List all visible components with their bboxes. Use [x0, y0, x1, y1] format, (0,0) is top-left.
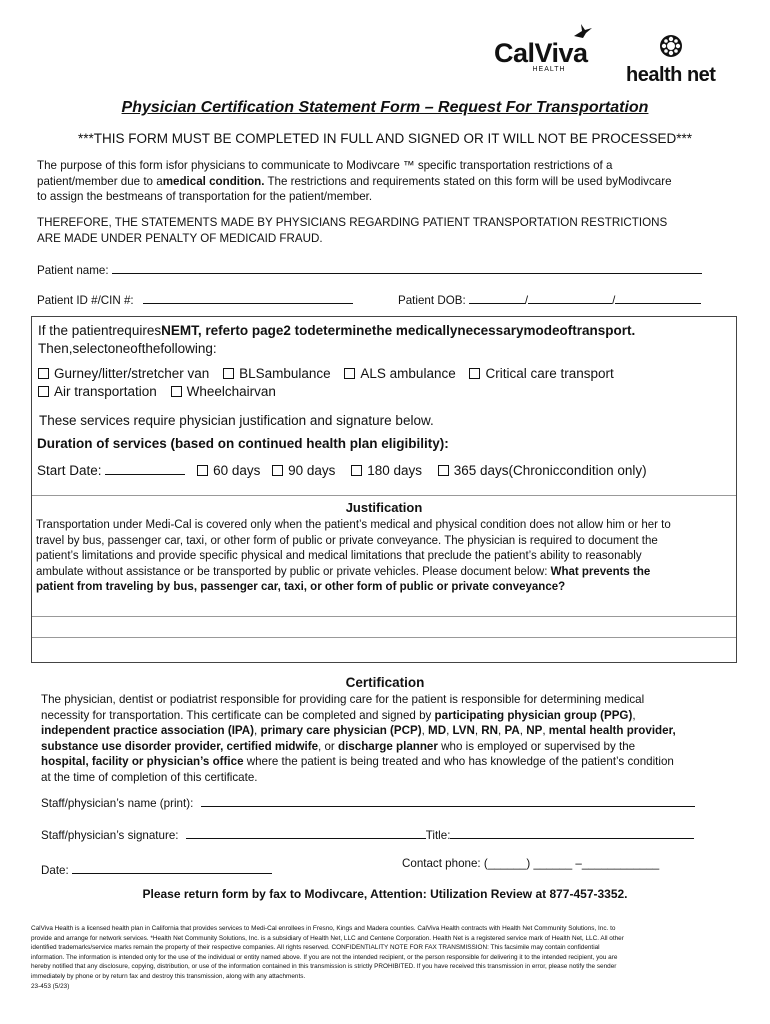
justification-line-1[interactable]	[32, 616, 736, 617]
penalty-line-2: ARE MADE UNDER PENALTY OF MEDICAID FRAUD.	[37, 231, 323, 245]
start-date-field[interactable]	[105, 462, 185, 475]
page-title: Physician Certification Statement Form – Request For Transportation	[121, 99, 649, 116]
penalty-paragraph	[37, 215, 737, 246]
intro-line-2: patient/member due to amedical condition. The restrictions and requirements stated on this form will be used byModivcare	[37, 174, 672, 188]
certification-title: Certification	[345, 675, 425, 690]
calviva-logo	[494, 40, 588, 73]
duration-90[interactable]: 90 days	[272, 463, 335, 478]
patient-name-row	[37, 261, 717, 277]
option-bls[interactable]: BLSambulance	[223, 366, 331, 381]
calviva-wordmark: CalViva	[494, 38, 588, 68]
staff-name-row	[41, 794, 695, 810]
title-field[interactable]	[450, 826, 694, 839]
staff-name-label: Staff/physician’s name (print):	[41, 797, 194, 810]
duration-60[interactable]: 60 days	[197, 463, 260, 478]
staff-name-field[interactable]	[201, 794, 695, 807]
duration-60-checkbox[interactable]	[197, 465, 208, 476]
staff-signature-field[interactable]	[186, 826, 426, 839]
footer-disclaimer: CalViva Health is a licensed health plan in California that provides services to Medi-Cal enrollees in Fresno, Kings and Madera counties. CalViva Health contracts with Health Net Community Solutions, Inc. to provide and arrange for network services. *Health Net Community Solutions, Inc. is a subsidiary of Health Net, LLC and Centene Corporation. Health Net is a registered service mark of Health Net, LLC. All other identified trademarks/service marks remain the property of their respective companies. All rights reserved. CONFIDENTIALITY NOTE FOR FAX TRANSMISSION: This facsimile may contain confidential information. The information is intended only for the use of the individual or entity named above. If you are not the intended recipient, or the person responsible for delivering it to the intended recipient, you are hereby notified that any disclosure, copying, distribution, or use of the information contained in this transmission is strictly PROHIBITED. If you have received this transmission in error, please notify the sender immediately by phone or by return fax and destroy this transmission, along with any attachments. 23-453 (5/23)	[31, 924, 746, 991]
transport-section-box	[31, 316, 737, 663]
contact-phone-row	[402, 857, 659, 870]
healthnet-wordmark: health net	[626, 64, 716, 86]
title-label: Title:	[425, 829, 451, 842]
transport-options	[38, 365, 728, 401]
justification-note: These services require physician justification and signature below.	[39, 413, 434, 428]
critical-care-checkbox[interactable]	[469, 368, 480, 379]
duration-title: Duration of services (based on continued health plan eligibility):	[37, 436, 449, 451]
dob-year-field[interactable]	[615, 291, 701, 304]
patient-id-label: Patient ID #/CIN #:	[37, 294, 134, 307]
patient-dob-row: Patient DOB: / /	[398, 291, 701, 307]
date-field[interactable]	[72, 861, 272, 874]
option-wheelchair[interactable]: Wheelchairvan	[171, 384, 276, 399]
penalty-line-1: THEREFORE, THE STATEMENTS MADE BY PHYSICIANS REGARDING PATIENT TRANSPORTATION RESTRICTIONS	[37, 216, 668, 229]
staff-signature-label: Staff/physician’s signature:	[41, 829, 179, 842]
date-row	[41, 861, 272, 877]
patient-id-row	[37, 291, 353, 307]
healthnet-emblem-icon	[659, 34, 683, 58]
patient-id-field[interactable]	[143, 291, 353, 304]
duration-row	[37, 462, 732, 480]
intro-line-1: The purpose of this form isfor physicians to communicate to Modivcare ™ specific transportation restrictions of a	[37, 159, 613, 172]
dob-day-field[interactable]	[528, 291, 612, 304]
intro-line-3: to assign the bestmeans of transportation for the patient/member.	[37, 190, 373, 203]
form-code: 23-453 (5/23)	[31, 982, 70, 990]
justification-title: Justification	[345, 500, 423, 515]
certification-text: The physician, dentist or podiatrist responsible for providing care for the patient is responsible for determining medical necessity for transportation. This certificate can be completed and signed by participating physician group (PPG), independent practice association (IPA), primary care physician (PCP), MD, LVN, RN, PA, NP, mental health provider, substance use disorder provider, certified midwife, or discharge planner who is employed or supervised by the hospital, facility or physician’s office where the patient is being treated and who has knowledge of the patient’s condition at the time of completion of this certificate.	[41, 693, 676, 784]
als-checkbox[interactable]	[344, 368, 355, 379]
calviva-health-label: HEALTH	[532, 66, 566, 73]
duration-365[interactable]: 365 days(Chroniccondition only)	[438, 463, 647, 478]
bls-checkbox[interactable]	[223, 368, 234, 379]
contact-phone-label: Contact phone:	[402, 857, 481, 870]
duration-90-checkbox[interactable]	[272, 465, 283, 476]
duration-180[interactable]: 180 days	[351, 463, 422, 478]
healthnet-logo	[626, 34, 715, 85]
intro-paragraph	[37, 158, 737, 205]
patient-name-label: Patient name:	[37, 264, 109, 277]
option-critical-care[interactable]: Critical care transport	[469, 366, 613, 381]
patient-name-field[interactable]	[112, 261, 702, 274]
contact-phone-field[interactable]: (______) ______ –____________	[483, 857, 660, 870]
bird-icon	[572, 22, 594, 40]
start-date-label: Start Date:	[37, 463, 102, 478]
gurney-checkbox[interactable]	[38, 368, 49, 379]
date-label: Date:	[41, 864, 69, 877]
staff-signature-row	[41, 826, 694, 842]
option-als[interactable]: ALS ambulance	[344, 366, 455, 381]
patient-dob-label: Patient DOB:	[398, 294, 466, 307]
nemt-instruction: If the patientrequiresNEMT, referto page2 todeterminethe medicallynecessarymodeoftransport. Then,selectoneofthefollowing:	[38, 323, 636, 356]
duration-180-checkbox[interactable]	[351, 465, 362, 476]
completion-warning: ***THIS FORM MUST BE COMPLETED IN FULL AND SIGNED OR IT WILL NOT BE PROCESSED***	[77, 131, 693, 146]
return-instruction: Please return form by fax to Modivcare, Attention: Utilization Review at 877-457-3352.	[142, 887, 628, 901]
duration-365-checkbox[interactable]	[438, 465, 449, 476]
dob-month-field[interactable]	[469, 291, 525, 304]
air-checkbox[interactable]	[38, 386, 49, 397]
option-air[interactable]: Air transportation	[38, 384, 157, 399]
justification-text: Transportation under Medi-Cal is covered only when the patient’s medical and physical condition does not allow him or her to travel by bus, passenger car, taxi, or other form of public or private conveyance. The physician is required to document the patient’s limitations and provide specific physical and medical limitations that preclude the patient’s ability to reasonably ambulate without assistance or be transported by public or private vehicles. Please document below: What prevents the patient from traveling by bus, passenger car, taxi, or other form of public or private conveyance?	[36, 519, 671, 593]
justification-line-2[interactable]	[32, 637, 736, 638]
option-gurney[interactable]: Gurney/litter/stretcher van	[38, 366, 209, 381]
section-divider	[32, 495, 736, 496]
wheelchair-checkbox[interactable]	[171, 386, 182, 397]
